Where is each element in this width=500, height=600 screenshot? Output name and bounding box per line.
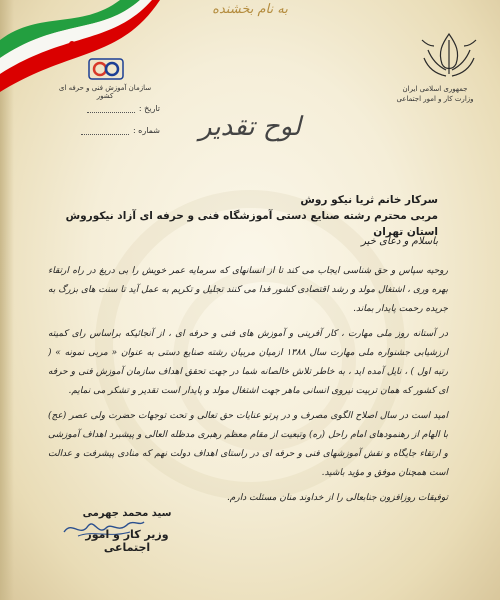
date-label: تاریخ :	[138, 104, 160, 113]
recipient-role: مربی محترم رشته صنایع دستی آموزشگاه فنی و حرفه ای آزاد نیکوروش استان تهران	[65, 210, 438, 238]
government-emblem-icon	[418, 30, 480, 82]
date-line	[87, 112, 135, 113]
body-paragraph: در آستانه روز ملی مهارت ، کار آفرینی و آموزش های فنی و حرفه ای ، از آنجائیکه براساس رای کمیته ارزشیابی جشنواره ملی مهارت سال ۱۳۸۸ ازمیان مربیان رشته صنایع دستی به عنوان « مربی نمونه » ( رتبه اول ) ، نایل آمده اید ، به خاطر تلاش خالصانه شما در جهت تحقق اهداف سازمان آموزش فنی و حرفه ای کشور که همان تربیت نیروی انسانی ماهر جهت اشتغال مولد و پایدار است تقدیر و تشکر می نمایم.	[48, 329, 448, 396]
ministry-line: جمهوری اسلامی ایران	[402, 85, 468, 93]
number-field	[70, 126, 160, 140]
body-paragraph: توفیقات روزافزون جنابعالی را از خداوند منان مسئلت دارم.	[226, 493, 448, 503]
organization-name: سازمان آموزش فنی و حرفه ای کشور	[58, 84, 152, 100]
organization-logo-icon	[88, 58, 124, 80]
body-paragraph: امید است در سال اصلاح الگوی مصرف و در پرتو عنایات حق تعالی و تحت توجهات حضرت ولی عصر (عج) با الهام از رهنمودهای امام راحل (ره) وتبعیت از مقام معظم رهبری مدظله العالی و پیشبرد اهداف آموزشی و ارتقاء جایگاه و نقش آموزشهای فنی و حرفه ای در راستای اهداف دولت نهم که منادی پیشرفت و عدالت است همچنان موفق و مؤید باشید.	[48, 411, 448, 478]
ministry-header	[395, 84, 475, 104]
body-paragraph: روحیه سپاس و حق شناسی ایجاب می کند تا از انسانهای که سرمایه عمر خویش را بی دریغ در راه ارتقاء بهره وری ، اشتغال مولد و رشد اقتصادی کشور فدا می کنند تجلیل و تکریم به عمل آید تا سنت های بزرگ به جریده رحمت پایدار بماند.	[48, 266, 448, 314]
ministry-line: وزارت کار و امور اجتماعی	[396, 95, 474, 103]
date-field	[70, 104, 160, 118]
certificate-body	[48, 262, 448, 514]
header-blessing: به نام بخشنده	[212, 2, 288, 17]
signatory-name: سید محمد جهرمی	[82, 508, 172, 519]
salutation: باسلام و دعای خیر	[361, 236, 438, 247]
certificate-title: لوح تقدیر	[198, 112, 302, 142]
recipient-block	[58, 192, 438, 240]
number-label: شماره :	[132, 126, 160, 135]
number-line	[81, 134, 129, 135]
signatory-title: وزیر کار و امور اجتماعی	[85, 528, 169, 554]
recipient-name: سرکار خانم ثریا نیکو روش	[300, 194, 438, 206]
